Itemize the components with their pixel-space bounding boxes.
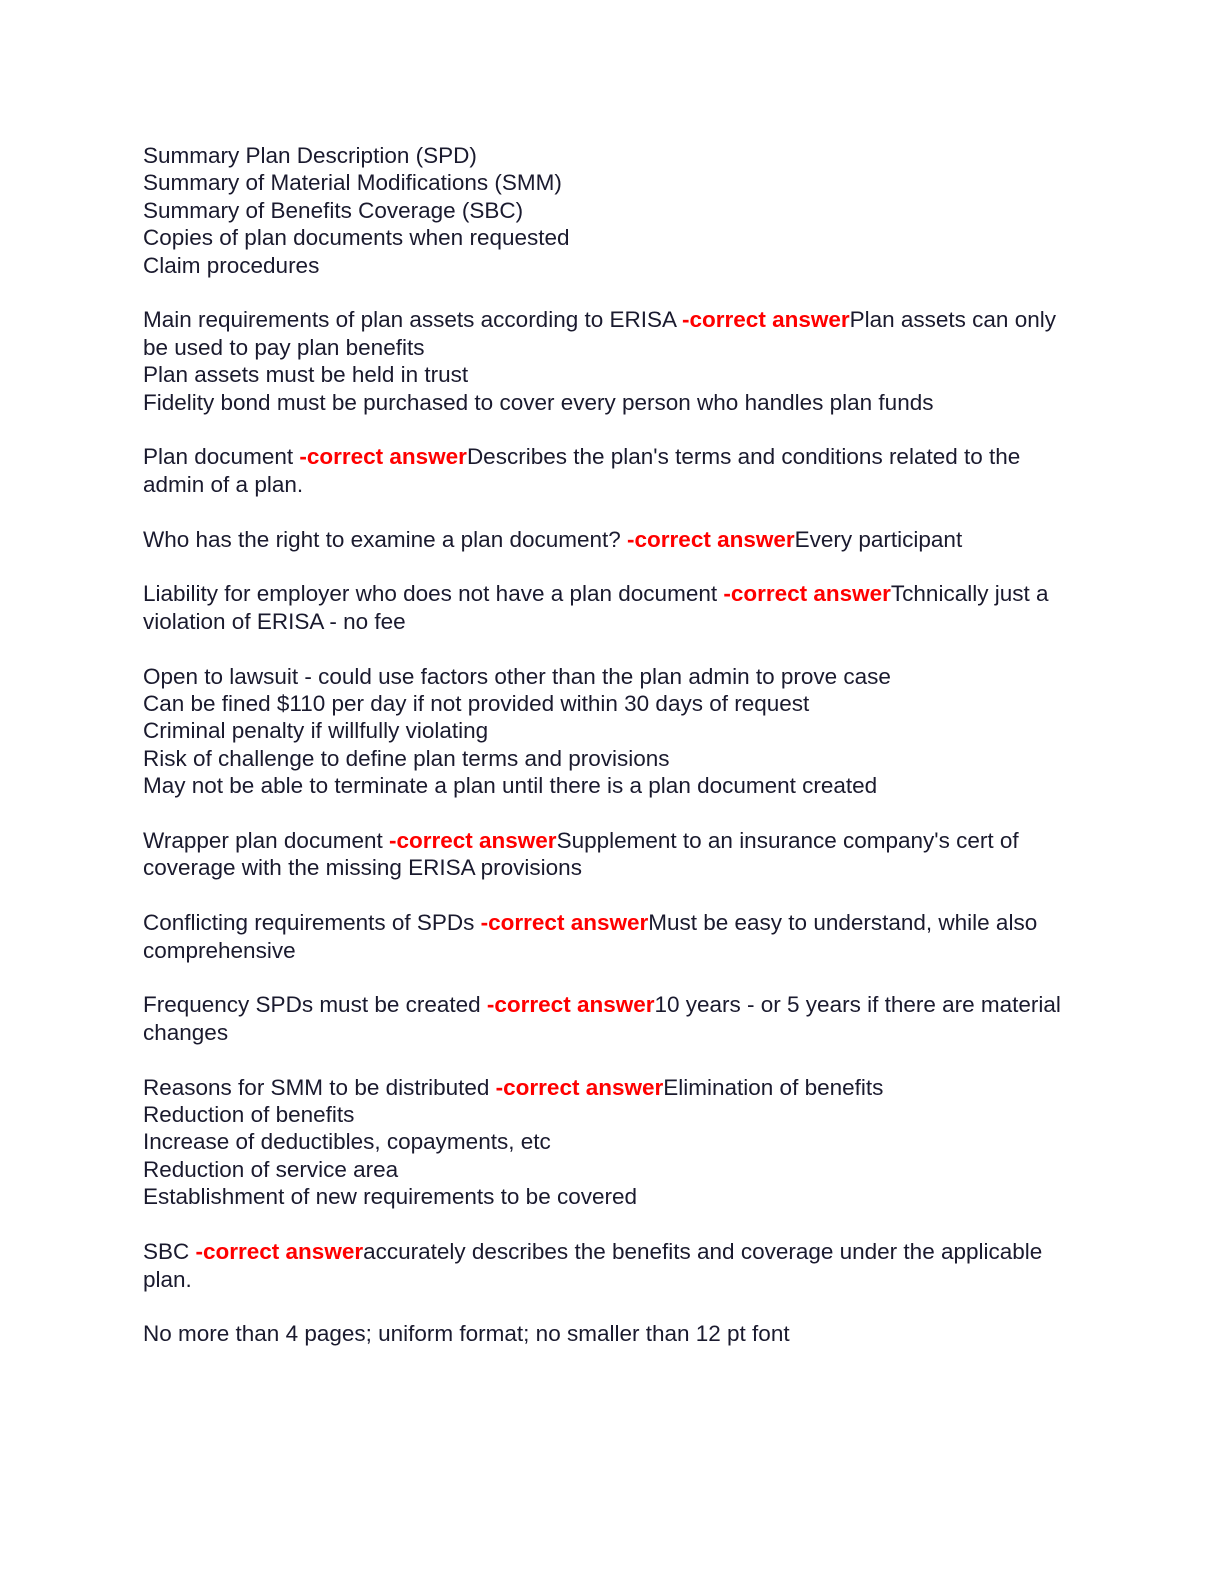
answer-text: Every participant bbox=[794, 526, 963, 552]
question-text: SBC bbox=[143, 1239, 196, 1265]
answer-text: Tchnically just a violation of ERISA - no fee bbox=[143, 581, 1055, 634]
answer-line: May not be able to terminate a plan until there is a plan document created bbox=[143, 773, 878, 799]
question-text: Liability for employer who does not have a plan document bbox=[143, 581, 724, 607]
answer-line: Reduction of benefits bbox=[143, 1102, 355, 1128]
answer-line: Criminal penalty if willfully violating bbox=[143, 718, 489, 744]
intro-line: Summary Plan Description (SPD) bbox=[143, 143, 477, 168]
spacer bbox=[143, 1211, 1083, 1238]
answer-text: 10 years - or 5 years if there are material changes bbox=[143, 992, 1068, 1045]
flashcard-question bbox=[143, 526, 1083, 553]
question-text: Conflicting requirements of SPDs bbox=[143, 910, 481, 936]
question-text: Main requirements of plan assets according to ERISA bbox=[143, 307, 683, 333]
intro-line: Copies of plan documents when requested bbox=[143, 225, 570, 251]
correct-answer-marker: -correct answer bbox=[627, 526, 795, 552]
flashcard-question bbox=[143, 580, 1083, 635]
answer-text: Elimination of benefits bbox=[663, 1074, 884, 1100]
spacer bbox=[143, 882, 1083, 909]
question-text: Frequency SPDs must be created bbox=[143, 992, 487, 1018]
spacer bbox=[143, 498, 1083, 525]
correct-answer-marker: -correct answer bbox=[195, 1239, 364, 1265]
spacer bbox=[143, 1046, 1083, 1073]
answer-line: Establishment of new requirements to be covered bbox=[143, 1184, 638, 1210]
answer-text: Must be easy to understand, while also comprehensive bbox=[143, 910, 1044, 963]
flashcard-question bbox=[143, 1238, 1083, 1293]
question-text: Reasons for SMM to be distributed bbox=[143, 1074, 496, 1100]
answer-line: Reduction of service area bbox=[143, 1156, 399, 1182]
flashcard-question bbox=[143, 909, 1083, 964]
flashcard-question bbox=[143, 991, 1083, 1046]
answer-line: Can be fined $110 per day if not provided within 30 days of request bbox=[143, 691, 810, 717]
intro-line: Summary of Material Modifications (SMM) bbox=[143, 170, 562, 196]
correct-answer-marker: -correct answer bbox=[723, 581, 891, 607]
correct-answer-marker: -correct answer bbox=[495, 1074, 664, 1100]
answer-text: Supplement to an insurance company's cert of coverage with the missing ERISA provisions bbox=[143, 828, 1025, 881]
flashcard-question bbox=[143, 1074, 1083, 1101]
answer-line: Risk of challenge to define plan terms and provisions bbox=[143, 745, 670, 771]
answer-text: Plan assets can only be used to pay plan benefits bbox=[143, 307, 1063, 360]
flashcard-question bbox=[143, 306, 1083, 361]
intro-line: Summary of Benefits Coverage (SBC) bbox=[143, 197, 524, 223]
spacer bbox=[143, 416, 1083, 443]
answer-text: accurately describes the benefits and coverage under the applicable plan. bbox=[143, 1239, 1049, 1292]
spacer bbox=[143, 635, 1083, 662]
question-text: Plan document bbox=[143, 444, 300, 470]
correct-answer-marker: -correct answer bbox=[486, 992, 655, 1018]
question-text: Who has the right to examine a plan document? bbox=[143, 526, 628, 552]
intro-line: Claim procedures bbox=[143, 252, 320, 278]
flashcard-question bbox=[143, 827, 1083, 882]
answer-line: Open to lawsuit - could use factors other than the plan admin to prove case bbox=[143, 663, 891, 689]
spacer bbox=[143, 553, 1083, 580]
question-text: Wrapper plan document bbox=[143, 828, 389, 854]
answer-text: Describes the plan's terms and conditions related to the admin of a plan. bbox=[143, 444, 1027, 497]
answer-line: No more than 4 pages; uniform format; no smaller than 12 pt font bbox=[143, 1321, 790, 1347]
document-page bbox=[143, 142, 1083, 1348]
spacer bbox=[143, 1293, 1083, 1320]
spacer bbox=[143, 964, 1083, 991]
correct-answer-marker: -correct answer bbox=[682, 307, 850, 333]
correct-answer-marker: -correct answer bbox=[480, 910, 649, 936]
answer-line: Increase of deductibles, copayments, etc bbox=[143, 1129, 551, 1155]
correct-answer-marker: -correct answer bbox=[299, 444, 467, 470]
spacer bbox=[143, 279, 1083, 306]
correct-answer-marker: -correct answer bbox=[388, 828, 557, 854]
spacer bbox=[143, 800, 1083, 827]
flashcard-question bbox=[143, 443, 1083, 498]
answer-line: Fidelity bond must be purchased to cover every person who handles plan funds bbox=[143, 389, 934, 415]
answer-line: Plan assets must be held in trust bbox=[143, 362, 469, 388]
